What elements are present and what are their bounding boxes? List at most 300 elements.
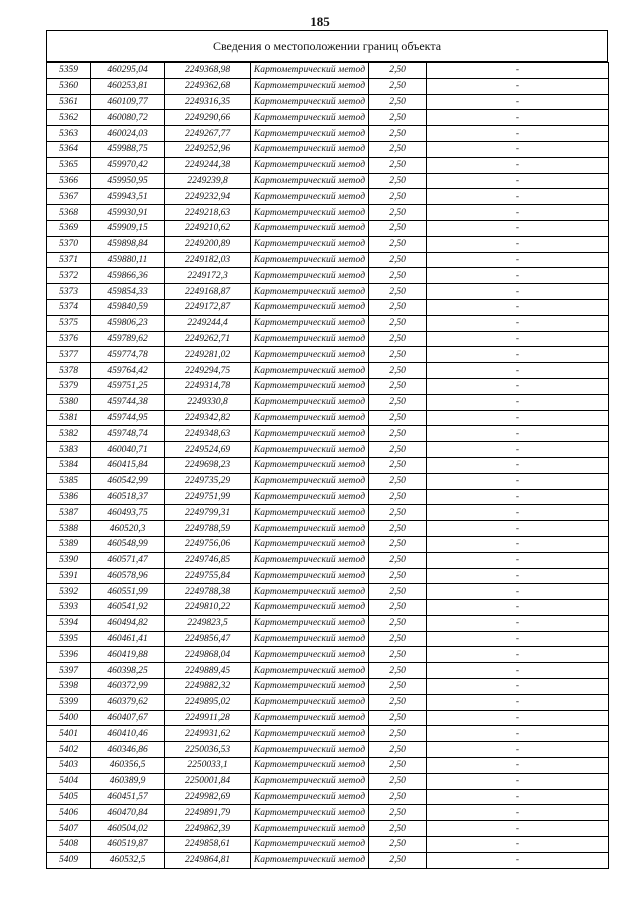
x-coordinate-cell: 459854,33 bbox=[91, 284, 165, 300]
accuracy-cell: 2,50 bbox=[369, 521, 427, 537]
table-row bbox=[47, 710, 609, 726]
method-cell: Картометрический метод bbox=[251, 505, 369, 521]
table-row bbox=[47, 600, 609, 616]
table-row bbox=[47, 489, 609, 505]
x-coordinate-cell: 459950,95 bbox=[91, 173, 165, 189]
accuracy-cell: 2,50 bbox=[369, 821, 427, 837]
y-coordinate-cell: 2249330,8 bbox=[165, 394, 251, 410]
accuracy-cell: 2,50 bbox=[369, 157, 427, 173]
table-row bbox=[47, 220, 609, 236]
method-cell: Картометрический метод bbox=[251, 268, 369, 284]
y-coordinate-cell: 2249788,38 bbox=[165, 584, 251, 600]
description-cell: - bbox=[427, 505, 609, 521]
description-cell: - bbox=[427, 189, 609, 205]
method-cell: Картометрический метод bbox=[251, 236, 369, 252]
x-coordinate-cell: 459774,78 bbox=[91, 347, 165, 363]
table-row bbox=[47, 726, 609, 742]
point-number-cell: 5406 bbox=[47, 805, 91, 821]
y-coordinate-cell: 2249931,62 bbox=[165, 726, 251, 742]
table-row bbox=[47, 268, 609, 284]
x-coordinate-cell: 460493,75 bbox=[91, 505, 165, 521]
y-coordinate-cell: 2249232,94 bbox=[165, 189, 251, 205]
method-cell: Картометрический метод bbox=[251, 189, 369, 205]
y-coordinate-cell: 2249735,29 bbox=[165, 473, 251, 489]
table-row bbox=[47, 821, 609, 837]
x-coordinate-cell: 460407,67 bbox=[91, 710, 165, 726]
accuracy-cell: 2,50 bbox=[369, 63, 427, 79]
table-row bbox=[47, 536, 609, 552]
method-cell: Картометрический метод bbox=[251, 63, 369, 79]
method-cell: Картометрический метод bbox=[251, 299, 369, 315]
table-row bbox=[47, 426, 609, 442]
point-number-cell: 5379 bbox=[47, 378, 91, 394]
description-cell: - bbox=[427, 773, 609, 789]
method-cell: Картометрический метод bbox=[251, 789, 369, 805]
description-cell: - bbox=[427, 552, 609, 568]
method-cell: Картометрический метод bbox=[251, 331, 369, 347]
table-row bbox=[47, 110, 609, 126]
y-coordinate-cell: 2249756,06 bbox=[165, 536, 251, 552]
y-coordinate-cell: 2249348,63 bbox=[165, 426, 251, 442]
description-cell: - bbox=[427, 600, 609, 616]
accuracy-cell: 2,50 bbox=[369, 205, 427, 221]
method-cell: Картометрический метод bbox=[251, 220, 369, 236]
y-coordinate-cell: 2249290,66 bbox=[165, 110, 251, 126]
accuracy-cell: 2,50 bbox=[369, 679, 427, 695]
y-coordinate-cell: 2249244,4 bbox=[165, 315, 251, 331]
table-row bbox=[47, 505, 609, 521]
y-coordinate-cell: 2249698,23 bbox=[165, 457, 251, 473]
description-cell: - bbox=[427, 837, 609, 853]
table-row bbox=[47, 615, 609, 631]
x-coordinate-cell: 459909,15 bbox=[91, 220, 165, 236]
accuracy-cell: 2,50 bbox=[369, 773, 427, 789]
table-title: Сведения о местоположении границ объекта bbox=[46, 30, 608, 62]
x-coordinate-cell: 459943,51 bbox=[91, 189, 165, 205]
accuracy-cell: 2,50 bbox=[369, 789, 427, 805]
description-cell: - bbox=[427, 284, 609, 300]
description-cell: - bbox=[427, 394, 609, 410]
accuracy-cell: 2,50 bbox=[369, 631, 427, 647]
table-row bbox=[47, 394, 609, 410]
x-coordinate-cell: 460346,86 bbox=[91, 742, 165, 758]
description-cell: - bbox=[427, 694, 609, 710]
y-coordinate-cell: 2249316,35 bbox=[165, 94, 251, 110]
x-coordinate-cell: 460520,3 bbox=[91, 521, 165, 537]
point-number-cell: 5387 bbox=[47, 505, 91, 521]
x-coordinate-cell: 459744,95 bbox=[91, 410, 165, 426]
point-number-cell: 5388 bbox=[47, 521, 91, 537]
y-coordinate-cell: 2249172,3 bbox=[165, 268, 251, 284]
y-coordinate-cell: 2249751,99 bbox=[165, 489, 251, 505]
x-coordinate-cell: 460504,02 bbox=[91, 821, 165, 837]
y-coordinate-cell: 2249294,75 bbox=[165, 363, 251, 379]
description-cell: - bbox=[427, 710, 609, 726]
y-coordinate-cell: 2249200,89 bbox=[165, 236, 251, 252]
accuracy-cell: 2,50 bbox=[369, 126, 427, 142]
y-coordinate-cell: 2249746,85 bbox=[165, 552, 251, 568]
table-row bbox=[47, 805, 609, 821]
accuracy-cell: 2,50 bbox=[369, 378, 427, 394]
method-cell: Картометрический метод bbox=[251, 552, 369, 568]
table-row bbox=[47, 742, 609, 758]
method-cell: Картометрический метод bbox=[251, 710, 369, 726]
x-coordinate-cell: 460356,5 bbox=[91, 758, 165, 774]
description-cell: - bbox=[427, 236, 609, 252]
method-cell: Картометрический метод bbox=[251, 410, 369, 426]
method-cell: Картометрический метод bbox=[251, 173, 369, 189]
x-coordinate-cell: 460419,88 bbox=[91, 647, 165, 663]
point-number-cell: 5400 bbox=[47, 710, 91, 726]
method-cell: Картометрический метод bbox=[251, 284, 369, 300]
x-coordinate-cell: 460494,82 bbox=[91, 615, 165, 631]
y-coordinate-cell: 2249788,59 bbox=[165, 521, 251, 537]
accuracy-cell: 2,50 bbox=[369, 110, 427, 126]
method-cell: Картометрический метод bbox=[251, 110, 369, 126]
point-number-cell: 5360 bbox=[47, 78, 91, 94]
point-number-cell: 5364 bbox=[47, 141, 91, 157]
point-number-cell: 5394 bbox=[47, 615, 91, 631]
x-coordinate-cell: 459744,38 bbox=[91, 394, 165, 410]
accuracy-cell: 2,50 bbox=[369, 284, 427, 300]
method-cell: Картометрический метод bbox=[251, 694, 369, 710]
method-cell: Картометрический метод bbox=[251, 141, 369, 157]
y-coordinate-cell: 2249172,87 bbox=[165, 299, 251, 315]
x-coordinate-cell: 459988,75 bbox=[91, 141, 165, 157]
x-coordinate-cell: 460551,99 bbox=[91, 584, 165, 600]
accuracy-cell: 2,50 bbox=[369, 568, 427, 584]
table-row bbox=[47, 837, 609, 853]
method-cell: Картометрический метод bbox=[251, 315, 369, 331]
point-number-cell: 5395 bbox=[47, 631, 91, 647]
description-cell: - bbox=[427, 378, 609, 394]
method-cell: Картометрический метод bbox=[251, 489, 369, 505]
y-coordinate-cell: 2249281,02 bbox=[165, 347, 251, 363]
y-coordinate-cell: 2249210,62 bbox=[165, 220, 251, 236]
x-coordinate-cell: 460253,81 bbox=[91, 78, 165, 94]
y-coordinate-cell: 2249862,39 bbox=[165, 821, 251, 837]
table-row bbox=[47, 663, 609, 679]
accuracy-cell: 2,50 bbox=[369, 710, 427, 726]
y-coordinate-cell: 2249252,96 bbox=[165, 141, 251, 157]
method-cell: Картометрический метод bbox=[251, 473, 369, 489]
x-coordinate-cell: 459748,74 bbox=[91, 426, 165, 442]
y-coordinate-cell: 2249864,81 bbox=[165, 852, 251, 868]
point-number-cell: 5390 bbox=[47, 552, 91, 568]
method-cell: Картометрический метод bbox=[251, 457, 369, 473]
x-coordinate-cell: 460109,77 bbox=[91, 94, 165, 110]
description-cell: - bbox=[427, 521, 609, 537]
y-coordinate-cell: 2249267,77 bbox=[165, 126, 251, 142]
coordinates-table bbox=[46, 62, 609, 869]
y-coordinate-cell: 2249239,8 bbox=[165, 173, 251, 189]
point-number-cell: 5397 bbox=[47, 663, 91, 679]
accuracy-cell: 2,50 bbox=[369, 584, 427, 600]
description-cell: - bbox=[427, 663, 609, 679]
x-coordinate-cell: 460518,37 bbox=[91, 489, 165, 505]
point-number-cell: 5372 bbox=[47, 268, 91, 284]
description-cell: - bbox=[427, 489, 609, 505]
accuracy-cell: 2,50 bbox=[369, 758, 427, 774]
accuracy-cell: 2,50 bbox=[369, 331, 427, 347]
method-cell: Картометрический метод bbox=[251, 363, 369, 379]
point-number-cell: 5383 bbox=[47, 442, 91, 458]
accuracy-cell: 2,50 bbox=[369, 173, 427, 189]
table-row bbox=[47, 378, 609, 394]
point-number-cell: 5366 bbox=[47, 173, 91, 189]
method-cell: Картометрический метод bbox=[251, 679, 369, 695]
y-coordinate-cell: 2250001,84 bbox=[165, 773, 251, 789]
x-coordinate-cell: 459866,36 bbox=[91, 268, 165, 284]
description-cell: - bbox=[427, 457, 609, 473]
x-coordinate-cell: 460379,62 bbox=[91, 694, 165, 710]
x-coordinate-cell: 460470,84 bbox=[91, 805, 165, 821]
method-cell: Картометрический метод bbox=[251, 647, 369, 663]
method-cell: Картометрический метод bbox=[251, 663, 369, 679]
coordinates-table-body bbox=[47, 63, 609, 869]
y-coordinate-cell: 2249755,84 bbox=[165, 568, 251, 584]
point-number-cell: 5385 bbox=[47, 473, 91, 489]
description-cell: - bbox=[427, 789, 609, 805]
point-number-cell: 5403 bbox=[47, 758, 91, 774]
accuracy-cell: 2,50 bbox=[369, 394, 427, 410]
table-row bbox=[47, 473, 609, 489]
document-sheet bbox=[46, 30, 608, 869]
description-cell: - bbox=[427, 173, 609, 189]
method-cell: Картометрический метод bbox=[251, 584, 369, 600]
point-number-cell: 5371 bbox=[47, 252, 91, 268]
table-row bbox=[47, 205, 609, 221]
description-cell: - bbox=[427, 205, 609, 221]
x-coordinate-cell: 460548,99 bbox=[91, 536, 165, 552]
y-coordinate-cell: 2249218,63 bbox=[165, 205, 251, 221]
x-coordinate-cell: 460295,04 bbox=[91, 63, 165, 79]
y-coordinate-cell: 2250033,1 bbox=[165, 758, 251, 774]
x-coordinate-cell: 459880,11 bbox=[91, 252, 165, 268]
description-cell: - bbox=[427, 268, 609, 284]
method-cell: Картометрический метод bbox=[251, 805, 369, 821]
description-cell: - bbox=[427, 726, 609, 742]
y-coordinate-cell: 2249856,47 bbox=[165, 631, 251, 647]
method-cell: Картометрический метод bbox=[251, 442, 369, 458]
accuracy-cell: 2,50 bbox=[369, 347, 427, 363]
y-coordinate-cell: 2249362,68 bbox=[165, 78, 251, 94]
y-coordinate-cell: 2249168,87 bbox=[165, 284, 251, 300]
accuracy-cell: 2,50 bbox=[369, 94, 427, 110]
x-coordinate-cell: 460024,03 bbox=[91, 126, 165, 142]
x-coordinate-cell: 460372,99 bbox=[91, 679, 165, 695]
table-row bbox=[47, 126, 609, 142]
accuracy-cell: 2,50 bbox=[369, 141, 427, 157]
point-number-cell: 5361 bbox=[47, 94, 91, 110]
description-cell: - bbox=[427, 315, 609, 331]
point-number-cell: 5362 bbox=[47, 110, 91, 126]
y-coordinate-cell: 2249244,38 bbox=[165, 157, 251, 173]
y-coordinate-cell: 2249891,79 bbox=[165, 805, 251, 821]
point-number-cell: 5369 bbox=[47, 220, 91, 236]
point-number-cell: 5389 bbox=[47, 536, 91, 552]
table-row bbox=[47, 157, 609, 173]
accuracy-cell: 2,50 bbox=[369, 600, 427, 616]
method-cell: Картометрический метод bbox=[251, 821, 369, 837]
point-number-cell: 5367 bbox=[47, 189, 91, 205]
x-coordinate-cell: 459930,91 bbox=[91, 205, 165, 221]
y-coordinate-cell: 2249895,02 bbox=[165, 694, 251, 710]
method-cell: Картометрический метод bbox=[251, 394, 369, 410]
y-coordinate-cell: 2249889,45 bbox=[165, 663, 251, 679]
y-coordinate-cell: 2249982,69 bbox=[165, 789, 251, 805]
accuracy-cell: 2,50 bbox=[369, 315, 427, 331]
point-number-cell: 5401 bbox=[47, 726, 91, 742]
method-cell: Картометрический метод bbox=[251, 615, 369, 631]
y-coordinate-cell: 2249882,32 bbox=[165, 679, 251, 695]
point-number-cell: 5393 bbox=[47, 600, 91, 616]
table-row bbox=[47, 758, 609, 774]
description-cell: - bbox=[427, 252, 609, 268]
accuracy-cell: 2,50 bbox=[369, 615, 427, 631]
accuracy-cell: 2,50 bbox=[369, 694, 427, 710]
method-cell: Картометрический метод bbox=[251, 252, 369, 268]
table-row bbox=[47, 442, 609, 458]
description-cell: - bbox=[427, 126, 609, 142]
accuracy-cell: 2,50 bbox=[369, 552, 427, 568]
table-row bbox=[47, 173, 609, 189]
point-number-cell: 5404 bbox=[47, 773, 91, 789]
table-row bbox=[47, 299, 609, 315]
table-row bbox=[47, 94, 609, 110]
description-cell: - bbox=[427, 63, 609, 79]
method-cell: Картометрический метод bbox=[251, 852, 369, 868]
method-cell: Картометрический метод bbox=[251, 758, 369, 774]
point-number-cell: 5392 bbox=[47, 584, 91, 600]
table-row bbox=[47, 189, 609, 205]
point-number-cell: 5380 bbox=[47, 394, 91, 410]
description-cell: - bbox=[427, 331, 609, 347]
y-coordinate-cell: 2249368,98 bbox=[165, 63, 251, 79]
point-number-cell: 5373 bbox=[47, 284, 91, 300]
accuracy-cell: 2,50 bbox=[369, 363, 427, 379]
point-number-cell: 5407 bbox=[47, 821, 91, 837]
description-cell: - bbox=[427, 584, 609, 600]
point-number-cell: 5376 bbox=[47, 331, 91, 347]
x-coordinate-cell: 460541,92 bbox=[91, 600, 165, 616]
point-number-cell: 5405 bbox=[47, 789, 91, 805]
x-coordinate-cell: 460398,25 bbox=[91, 663, 165, 679]
description-cell: - bbox=[427, 141, 609, 157]
point-number-cell: 5365 bbox=[47, 157, 91, 173]
method-cell: Картометрический метод bbox=[251, 347, 369, 363]
y-coordinate-cell: 2249858,61 bbox=[165, 837, 251, 853]
method-cell: Картометрический метод bbox=[251, 631, 369, 647]
x-coordinate-cell: 460040,71 bbox=[91, 442, 165, 458]
table-row bbox=[47, 552, 609, 568]
accuracy-cell: 2,50 bbox=[369, 252, 427, 268]
x-coordinate-cell: 459898,84 bbox=[91, 236, 165, 252]
accuracy-cell: 2,50 bbox=[369, 268, 427, 284]
point-number-cell: 5408 bbox=[47, 837, 91, 853]
description-cell: - bbox=[427, 220, 609, 236]
table-row bbox=[47, 647, 609, 663]
description-cell: - bbox=[427, 742, 609, 758]
accuracy-cell: 2,50 bbox=[369, 410, 427, 426]
method-cell: Картометрический метод bbox=[251, 521, 369, 537]
table-row bbox=[47, 568, 609, 584]
table-row bbox=[47, 694, 609, 710]
accuracy-cell: 2,50 bbox=[369, 78, 427, 94]
accuracy-cell: 2,50 bbox=[369, 236, 427, 252]
y-coordinate-cell: 2249799,31 bbox=[165, 505, 251, 521]
description-cell: - bbox=[427, 647, 609, 663]
point-number-cell: 5409 bbox=[47, 852, 91, 868]
y-coordinate-cell: 2249524,69 bbox=[165, 442, 251, 458]
description-cell: - bbox=[427, 568, 609, 584]
y-coordinate-cell: 2249810,22 bbox=[165, 600, 251, 616]
accuracy-cell: 2,50 bbox=[369, 189, 427, 205]
table-row bbox=[47, 363, 609, 379]
method-cell: Картометрический метод bbox=[251, 78, 369, 94]
point-number-cell: 5381 bbox=[47, 410, 91, 426]
accuracy-cell: 2,50 bbox=[369, 220, 427, 236]
table-row bbox=[47, 315, 609, 331]
y-coordinate-cell: 2249911,28 bbox=[165, 710, 251, 726]
table-row bbox=[47, 141, 609, 157]
x-coordinate-cell: 459789,62 bbox=[91, 331, 165, 347]
description-cell: - bbox=[427, 821, 609, 837]
y-coordinate-cell: 2249314,78 bbox=[165, 378, 251, 394]
y-coordinate-cell: 2249262,71 bbox=[165, 331, 251, 347]
x-coordinate-cell: 459970,42 bbox=[91, 157, 165, 173]
description-cell: - bbox=[427, 442, 609, 458]
x-coordinate-cell: 460410,46 bbox=[91, 726, 165, 742]
y-coordinate-cell: 2249342,82 bbox=[165, 410, 251, 426]
x-coordinate-cell: 460451,57 bbox=[91, 789, 165, 805]
table-row bbox=[47, 789, 609, 805]
description-cell: - bbox=[427, 363, 609, 379]
point-number-cell: 5374 bbox=[47, 299, 91, 315]
point-number-cell: 5399 bbox=[47, 694, 91, 710]
accuracy-cell: 2,50 bbox=[369, 837, 427, 853]
description-cell: - bbox=[427, 758, 609, 774]
point-number-cell: 5384 bbox=[47, 457, 91, 473]
description-cell: - bbox=[427, 852, 609, 868]
accuracy-cell: 2,50 bbox=[369, 536, 427, 552]
method-cell: Картометрический метод bbox=[251, 600, 369, 616]
table-row bbox=[47, 252, 609, 268]
accuracy-cell: 2,50 bbox=[369, 805, 427, 821]
accuracy-cell: 2,50 bbox=[369, 852, 427, 868]
point-number-cell: 5370 bbox=[47, 236, 91, 252]
x-coordinate-cell: 460571,47 bbox=[91, 552, 165, 568]
accuracy-cell: 2,50 bbox=[369, 742, 427, 758]
point-number-cell: 5396 bbox=[47, 647, 91, 663]
x-coordinate-cell: 459840,59 bbox=[91, 299, 165, 315]
table-row bbox=[47, 773, 609, 789]
method-cell: Картометрический метод bbox=[251, 94, 369, 110]
x-coordinate-cell: 460532,5 bbox=[91, 852, 165, 868]
table-row bbox=[47, 521, 609, 537]
point-number-cell: 5402 bbox=[47, 742, 91, 758]
accuracy-cell: 2,50 bbox=[369, 457, 427, 473]
x-coordinate-cell: 460389,9 bbox=[91, 773, 165, 789]
page-number: 185 bbox=[310, 14, 330, 29]
y-coordinate-cell: 2249182,03 bbox=[165, 252, 251, 268]
method-cell: Картометрический метод bbox=[251, 742, 369, 758]
point-number-cell: 5363 bbox=[47, 126, 91, 142]
method-cell: Картометрический метод bbox=[251, 726, 369, 742]
description-cell: - bbox=[427, 615, 609, 631]
point-number-cell: 5375 bbox=[47, 315, 91, 331]
description-cell: - bbox=[427, 410, 609, 426]
